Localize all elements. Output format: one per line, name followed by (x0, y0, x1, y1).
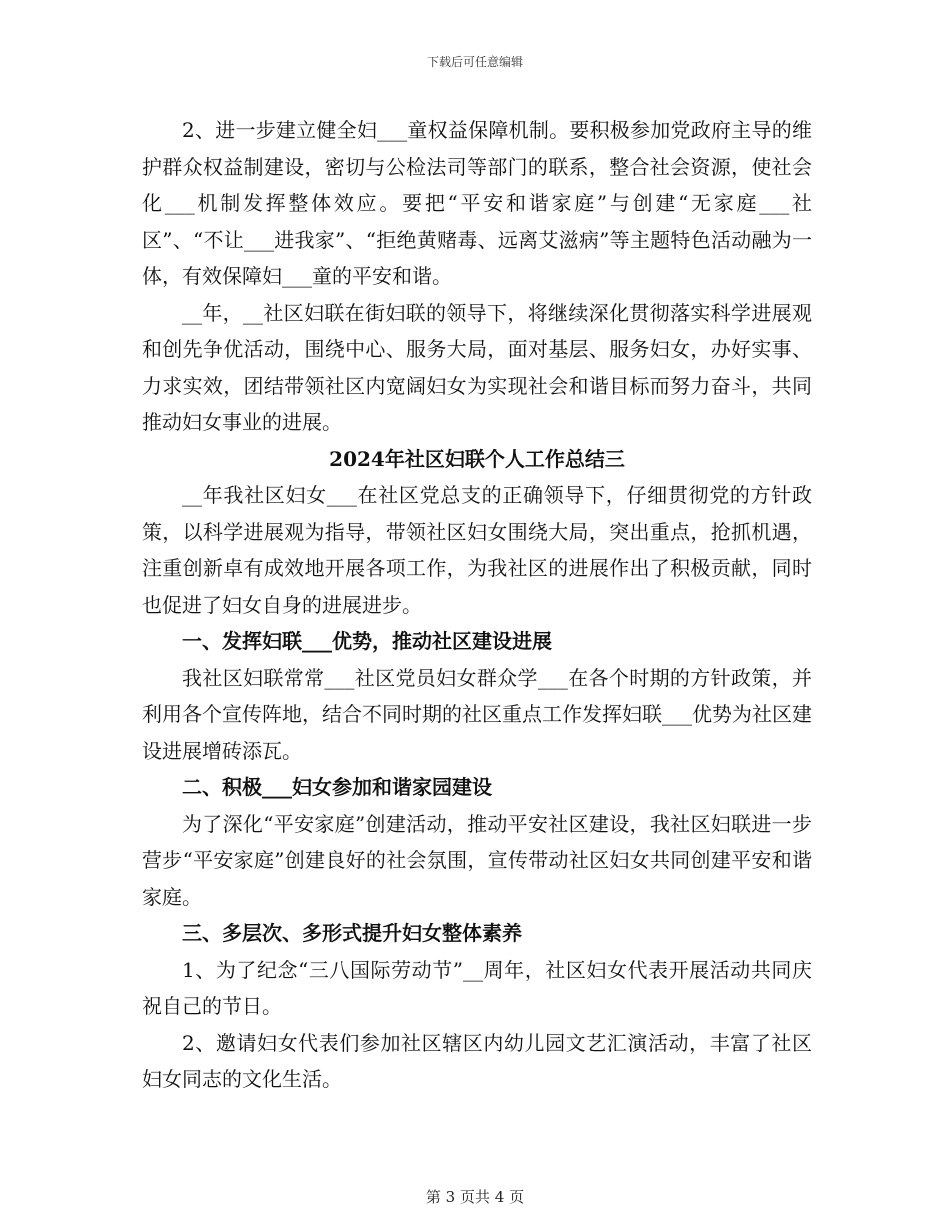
paragraph-1: 2、进一步建立健全妇___童权益保障机制。要积极参加党政府主导的维护群众权益制建设，密切与公检法司等部门的联系，整合社会资源，使社会化___机制发挥整体效应。要把“平安和谐家庭”与创建“无家庭___社区”、“不让___进我家”、“拒绝黄赌毒、远离艾滋病”等主题特色活动融为一体，有效保障妇___童的平安和谐。 (142, 118, 812, 288)
subheading-1: 一、发挥妇联___优势，推动社区建设进展 (182, 629, 552, 653)
paragraph-7: 2、邀请妇女代表们参加社区辖区内幼儿园文艺汇演活动，丰富了社区妇女同志的文化生活。 (142, 1030, 812, 1091)
document-body (142, 112, 812, 1098)
page-header: 下载后可任意编辑 (426, 55, 523, 69)
page-footer: 第 3 页共 4 页 (425, 1188, 525, 1206)
section-title: 2024年社区妇联个人工作总结三 (329, 446, 625, 471)
subheading-3: 三、多层次、多形式提升妇女整体素养 (182, 921, 522, 945)
paragraph-6: 1、为了纪念“三八国际劳动节”__周年，社区妇女代表开展活动共同庆祝自己的节日。 (142, 957, 812, 1018)
paragraph-5: 为了深化“平安家庭”创建活动，推动平安社区建设，我社区妇联进一步营步“平安家庭”创建良好的社会氛围，宣传带动社区妇女共同创建平安和谐家庭。 (142, 811, 812, 909)
paragraph-4: 我社区妇联常常___社区党员妇女群众学___在各个时期的方针政策，并利用各个宣传阵地，结合不同时期的社区重点工作发挥妇联___优势为社区建设进展增砖添瓦。 (142, 665, 812, 763)
paragraph-3: __年我社区妇女___在社区党总支的正确领导下，仔细贯彻党的方针政策，以科学进展观为指导，带领社区妇女围绕大局，突出重点，抢抓机遇，注重创新卓有成效地开展各项工作，为我社区的进展作出了积极贡献，同时也促进了妇女自身的进展进步。 (142, 483, 812, 617)
paragraph-2: __年，__社区妇联在街妇联的领导下，将继续深化贯彻落实科学进展观和创先争优活动，围绕中心、服务大局，面对基层、服务妇女，办好实事、力求实效，团结带领社区内宽阔妇女为实现社会和谐目标而努力奋斗，共同推动妇女事业的进展。 (142, 300, 812, 434)
subheading-2: 二、积极___妇女参加和谐家园建设 (182, 775, 492, 799)
